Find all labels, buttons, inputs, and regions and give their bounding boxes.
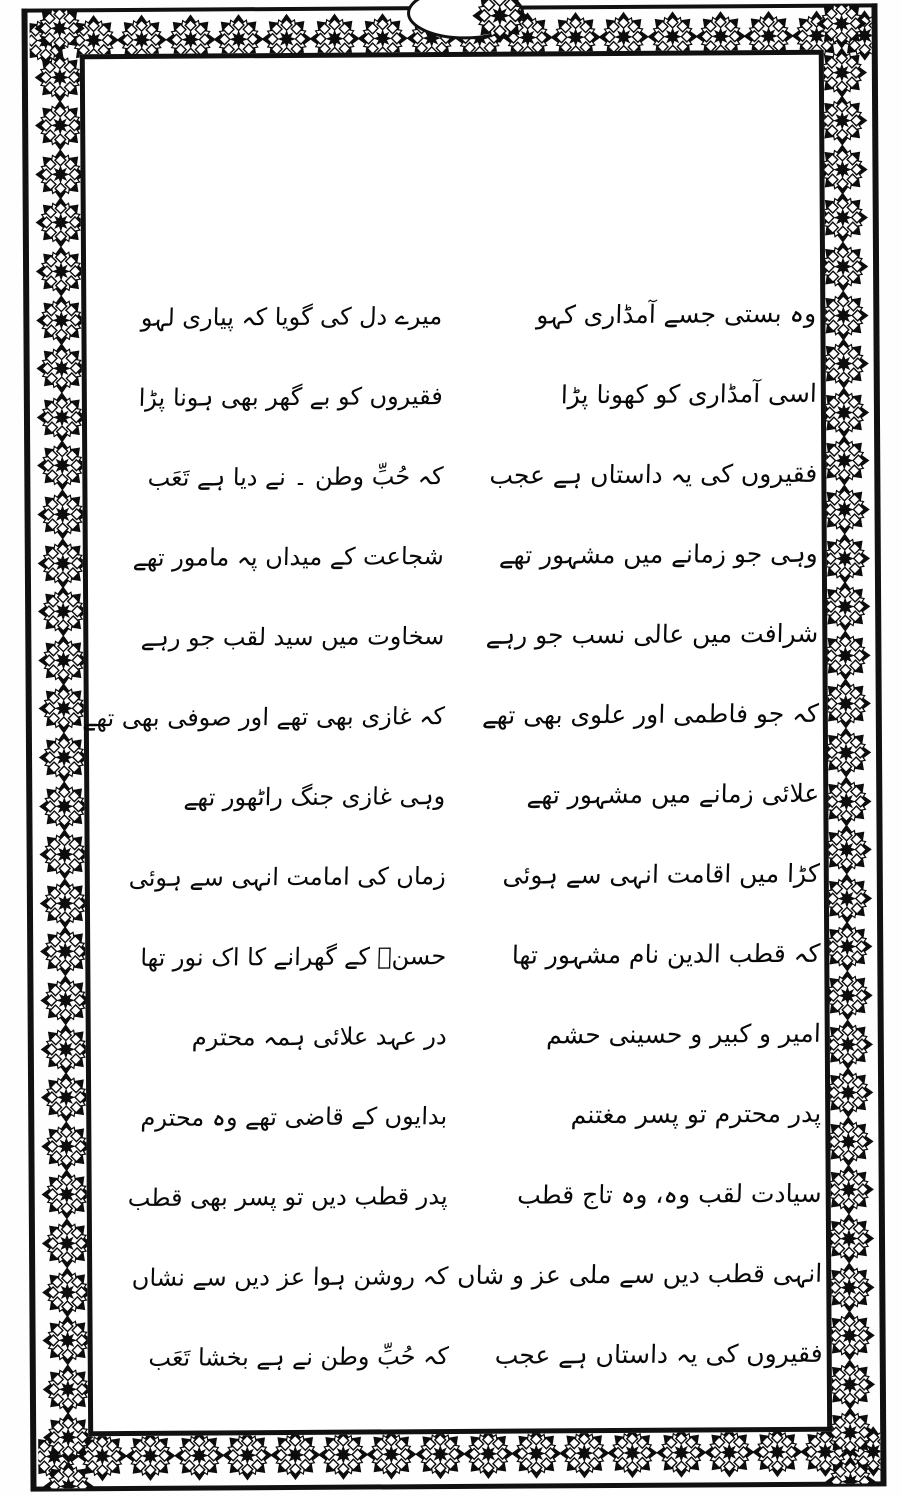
star-rosette-ornament (39, 877, 91, 929)
star-rosette-ornament (42, 1363, 94, 1415)
star-rosette-ornament (269, 1429, 321, 1481)
star-rosette-ornament (37, 634, 89, 686)
verse-line (94, 888, 448, 970)
star-rosette-ornament (36, 342, 88, 394)
verse-line (92, 568, 446, 650)
verse-line (96, 1208, 450, 1290)
star-rosette-ornament (41, 1314, 93, 1366)
verse-text: بدایوں کے قاضی تھے وہ محترم (140, 1102, 448, 1132)
verse-text: کہ روشن ہوا عز دیں سے نشاں (131, 1262, 449, 1292)
verse-text: کہ حُبِّ وطن ۔ نے دیا ہے تَعَب (147, 462, 444, 492)
verse-line (82, 648, 446, 733)
star-rosette-ornament (655, 1426, 707, 1478)
verse-line (92, 488, 446, 570)
verse-line (456, 1206, 824, 1290)
verse-line (91, 328, 445, 410)
star-rosette-ornament (40, 1071, 92, 1123)
verse-text: فقیروں کی یہ داستاں ہے عجب (489, 458, 818, 490)
verse-text: انہی قطب دیں سے ملی عز و شاں (456, 1258, 823, 1290)
verse-line (469, 1126, 823, 1208)
star-rosette-ornament (41, 1266, 93, 1318)
star-rosette-ornament (42, 1460, 94, 1488)
star-rosette-ornament (36, 488, 88, 540)
verse-text: فقیروں کو بے گھر بھی ہونا پڑا (138, 382, 444, 412)
verse-text: علائی زمانے میں مشہور تھے (526, 778, 820, 810)
star-rosette-ornament (41, 1169, 93, 1221)
verse-text: وہی جو زمانے میں مشہور تھے (498, 538, 819, 570)
verse-text: کہ جو فاطمی اور علوی بھی تھے (481, 698, 820, 730)
verse-text: زماں کی امامت انہی سے ہوئی (128, 862, 447, 892)
star-rosette-ornament (33, 10, 85, 54)
verse-line (467, 726, 821, 808)
verse-text: فقیروں کی یہ داستاں ہے عجب (494, 1338, 824, 1370)
medallion-star-ornament (440, 0, 491, 39)
star-rosette-ornament (34, 99, 86, 151)
verse-line (465, 326, 819, 408)
verse-text: کہ حُبِّ وطن نے ہے بخشا تَعَب (148, 1342, 450, 1372)
star-rosette-ornament (38, 828, 90, 880)
verse-text: میرے دل کی گویا کہ پیاری لہو (140, 302, 443, 332)
verse-line (465, 406, 819, 488)
star-rosette-ornament (462, 1428, 514, 1480)
verse-line (91, 408, 445, 490)
star-rosette-ornament (703, 1426, 755, 1478)
verse-line (468, 886, 822, 968)
verse-line (470, 1286, 824, 1368)
verse-line (95, 1128, 449, 1210)
verse-line (466, 646, 820, 728)
verse-line (466, 486, 820, 568)
verse-text: اسی آمڈاری کو کھونا پڑا (560, 378, 818, 410)
verse-text: سخاوت میں سید لقب جو رہے (140, 622, 445, 652)
verse-text: در عہد علائی ہمہ محترم (191, 1022, 448, 1052)
star-rosette-ornament (317, 1429, 369, 1481)
verse-text: پدر محترم تو پسر مغتنم (570, 1098, 822, 1130)
verse-text: سیادت لقب وہ، وہ تاج قطب (516, 1178, 823, 1210)
star-rosette-ornament (824, 1455, 876, 1483)
verse-text: وہی غازی جنگ راٹھور تھے (183, 782, 446, 812)
verse-text: امیر و کبیر و حسینی حشم (545, 1018, 822, 1050)
star-rosette-ornament (173, 1429, 225, 1481)
star-rosette-ornament (38, 780, 90, 832)
verse-line (93, 728, 447, 810)
verse-line (90, 248, 444, 330)
star-rosette-ornament (37, 537, 89, 589)
verse-text: حسنؓ کے گھرانے کا اک نور تھا (139, 942, 447, 972)
poem-body (80, 50, 832, 1437)
star-rosette-ornament (37, 585, 89, 637)
verse-line (464, 246, 818, 328)
star-rosette-ornament (815, 5, 867, 49)
star-rosette-ornament (34, 148, 86, 200)
verse-column-right (456, 246, 824, 1370)
verse-text: وہ بستی جسے آمڈاری کہو (535, 298, 817, 330)
star-rosette-ornament (36, 391, 88, 443)
verse-text: کڑا میں اقامت انہی سے ہوئی (502, 858, 821, 890)
verse-line (466, 566, 820, 648)
star-rosette-ornament (34, 51, 86, 103)
star-rosette-ornament (510, 1427, 562, 1479)
verse-text: شرافت میں عالی نسب جو رہے (485, 618, 819, 650)
verse-line (96, 1288, 450, 1370)
star-rosette-ornament (221, 1429, 273, 1481)
star-rosette-ornament (40, 1023, 92, 1075)
star-rosette-ornament (39, 974, 91, 1026)
star-rosette-ornament (41, 1217, 93, 1269)
verse-text: کہ قطب الدین نام مشہور تھا (511, 938, 821, 970)
star-rosette-ornament (35, 294, 87, 346)
verse-text: کہ غازی بھی تھے اور صوفی بھی تھے (82, 702, 446, 733)
verse-line (468, 966, 822, 1048)
oval-medallion-ornament (404, 0, 526, 42)
star-rosette-ornament (125, 1430, 177, 1482)
star-rosette-ornament (35, 197, 87, 249)
verse-line (94, 968, 448, 1050)
star-rosette-ornament (558, 1427, 610, 1479)
verse-column-left (82, 248, 450, 1372)
star-rosette-ornament (36, 440, 88, 492)
verse-line (93, 808, 447, 890)
verse-text: شجاعت کے میداں پہ مامور تھے (132, 542, 445, 572)
verse-text: پدر قطب دیں تو پسر بھی قطب (127, 1182, 449, 1212)
verse-line (95, 1048, 449, 1130)
star-rosette-ornament (39, 926, 91, 978)
star-rosette-ornament (366, 1428, 418, 1480)
star-rosette-ornament (607, 1427, 659, 1479)
star-rosette-ornament (414, 1428, 466, 1480)
star-rosette-ornament (42, 1412, 94, 1464)
star-rosette-ornament (38, 731, 90, 783)
verse-line (469, 1046, 823, 1128)
star-rosette-ornament (751, 1426, 803, 1478)
star-rosette-ornament (40, 1120, 92, 1172)
star-rosette-ornament (35, 245, 87, 297)
verse-line (467, 806, 821, 888)
